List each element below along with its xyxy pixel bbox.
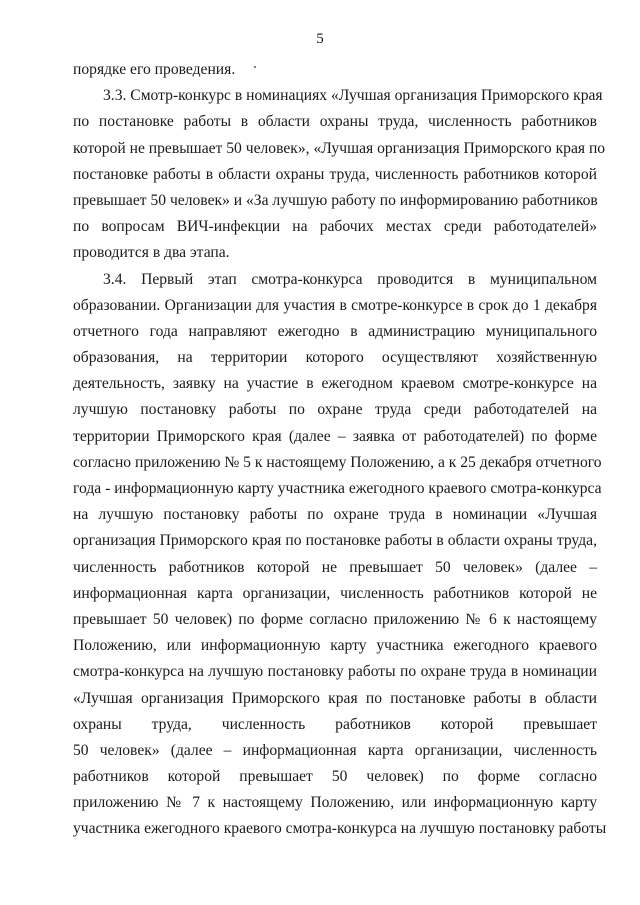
text-line: смотра-конкурса на лучшую постановку работы по охране труда в номинации <box>73 663 597 681</box>
text-line: года - информационную карту участника ежегодного краевого смотра-конкурса <box>73 480 602 497</box>
text-line: территории Приморского края (далее – заявка от работодателей) по форме <box>73 427 597 445</box>
text-line: по постановке работы в области охраны труда, численность работников <box>73 113 597 131</box>
text-line: лучшую постановку работы по охране труда среди работодателей на <box>73 401 597 419</box>
text-line: образовании. Организации для участия в смотре-конкурсе в срок до 1 декабря <box>73 296 597 314</box>
text-line: на лучшую постановку работы по охране труда в номинации «Лучшая <box>73 506 597 524</box>
text-line: по вопросам ВИЧ-инфекции на рабочих местах среди работодателей» <box>73 218 597 236</box>
text-line: постановке работы в области охраны труда, численность работников которой <box>73 165 597 183</box>
text-line: которой не превышает 50 человек», «Лучшая организация Приморского края по <box>73 139 606 157</box>
text-line: работников которой превышает 50 человек) по форме согласно <box>73 768 597 786</box>
text-line: превышает 50 человек) по форме согласно приложению № 6 к настоящему <box>73 610 597 628</box>
text-line: деятельность, заявку на участие в ежегодном краевом смотре-конкурсе на <box>73 375 597 393</box>
text-line: информационная карта организации, численность работников которой не <box>73 584 597 602</box>
text-line: численность работников которой не превышает 50 человек» (далее – <box>73 558 597 576</box>
text-line: порядке его проведения. <box>73 61 236 78</box>
text-line: образования, на территории которого осуществляют хозяйственную <box>73 349 597 367</box>
text-line: превышает 50 человек» и «За лучшую работу по информированию работников <box>73 191 598 209</box>
text-line: Положению, или информационную карту участника ежегодного краевого <box>73 637 597 655</box>
text-line: 3.4. Первый этап смотра-конкурса проводится в муниципальном <box>103 270 597 288</box>
text-line: охраны труда, численность работников которой превышает <box>73 715 597 733</box>
text-line: отчетного года направляют ежегодно в администрацию муниципального <box>73 322 597 340</box>
text-line: проводится в два этапа. <box>73 244 230 262</box>
page-number: 5 <box>316 31 324 47</box>
text-line: организация Приморского края по постановке работы в области охраны труда, <box>73 532 597 550</box>
text-line: «Лучшая организация Приморского края по постановке работы в области <box>73 689 597 707</box>
text-line: участника ежегодного краевого смотра-конкурса на лучшую постановку работы <box>73 820 607 838</box>
document-body <box>73 57 607 843</box>
text-line: 50 человек» (далее – информационная карта организации, численность <box>73 741 597 759</box>
text-line: 3.3. Смотр-конкурс в номинациях «Лучшая организация Приморского края <box>103 87 603 105</box>
text-line: согласно приложению № 5 к настоящему Положению, а к 25 декабря отчетного <box>73 453 602 471</box>
text-line: приложению № 7 к настоящему Положению, или информационную карту <box>73 794 597 812</box>
